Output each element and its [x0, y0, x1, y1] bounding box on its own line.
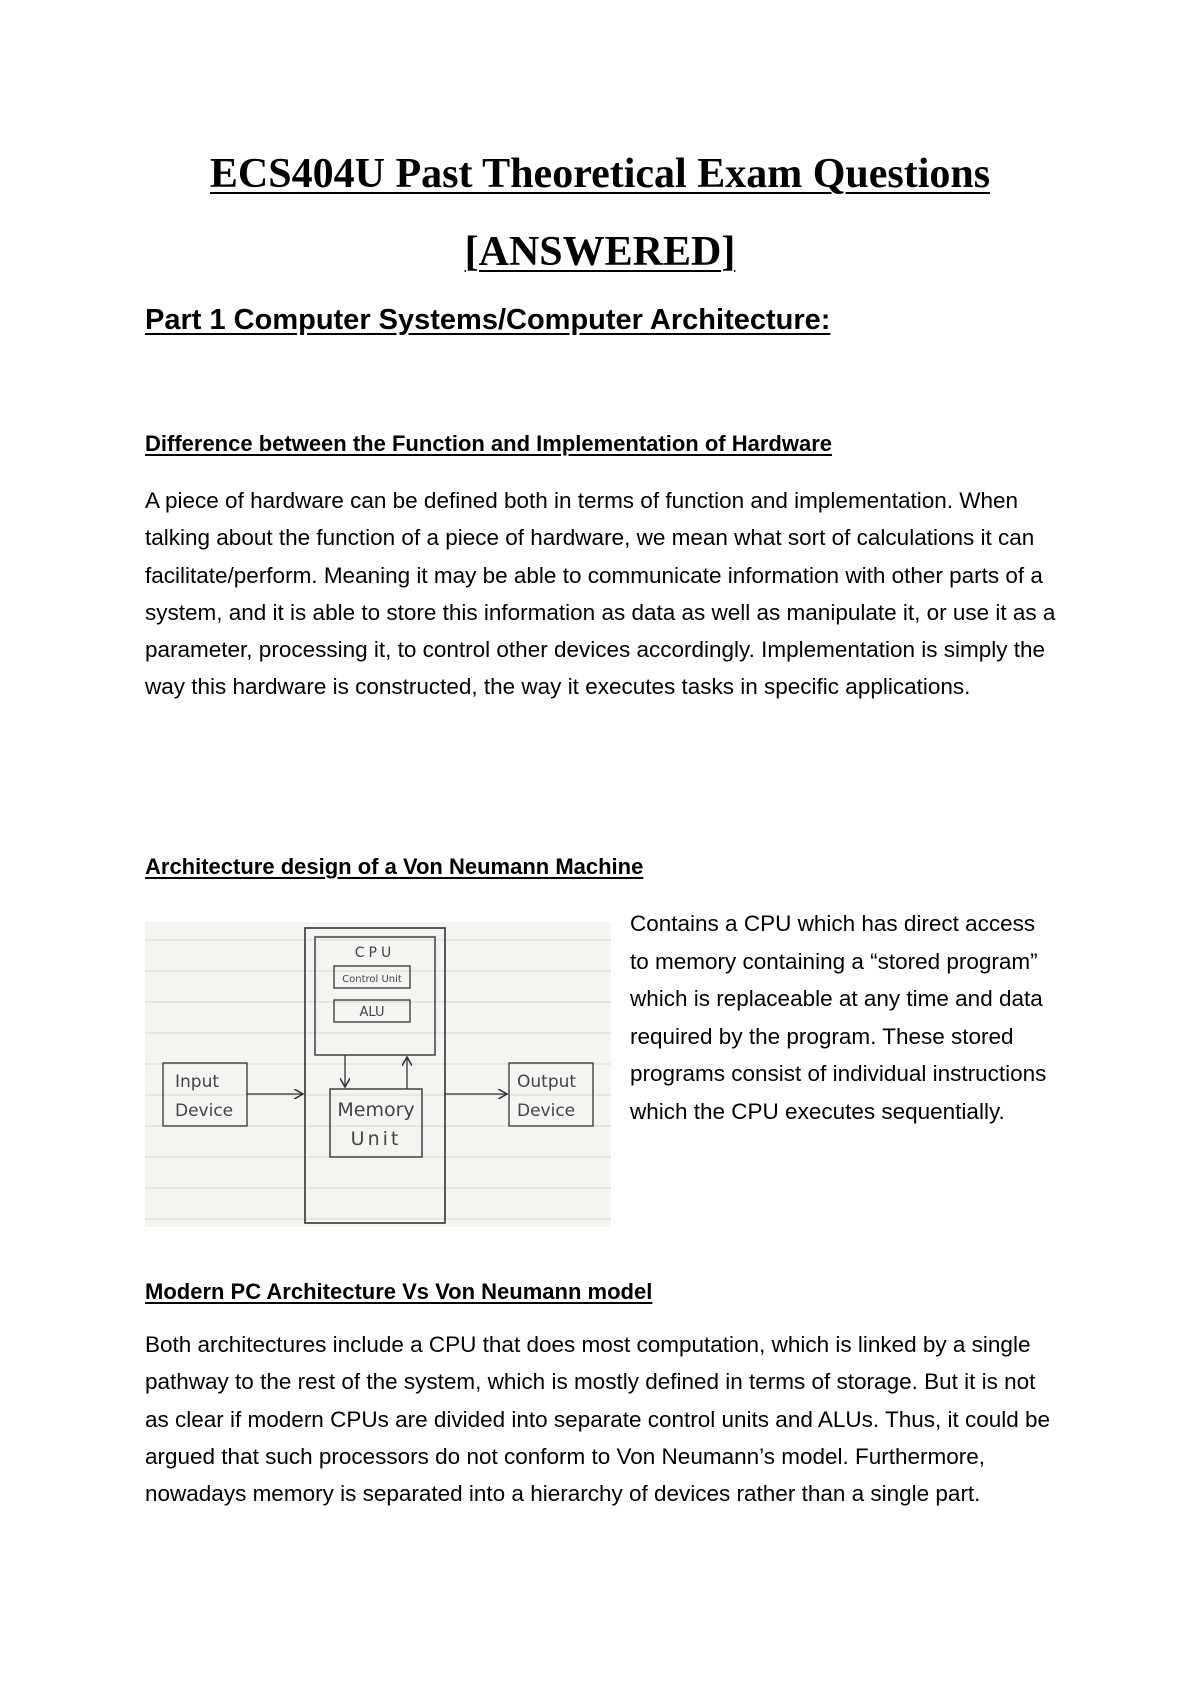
page-title-line-1: ECS404U Past Theoretical Exam Questions: [209, 151, 991, 197]
output-device-label-line2: Device: [517, 1101, 576, 1121]
section-body-modern-pc: Both architectures include a CPU that does most computation, which is linked by a single pathway to the rest of the system, which is mostly defined in terms of storage. But it is not as clear if modern CPUs are divided into separate control units and ALUs. Thus, it could be argued that such processors do not conform to Von Neumann’s model. Furthermore, nowadays memory is separated into a hierarchy of devices rather than a single part.: [145, 1332, 1051, 1507]
alu-label: ALU: [359, 1005, 385, 1020]
input-device-label-line1: Input: [175, 1072, 220, 1092]
output-device-label-line1: Output: [517, 1072, 577, 1092]
section-body-von-neumann: Contains a CPU which has direct access to memory containing a “stored program” which is replaceable at any time and data required by the program. These stored programs consist of individual instructions which the CPU executes sequentially.: [630, 911, 1047, 1124]
cpu-label: CPU: [354, 945, 396, 961]
section-heading-modern-pc: Modern PC Architecture Vs Von Neumann model: [145, 1279, 653, 1304]
section-heading-von-neumann: Architecture design of a Von Neumann Machine: [145, 854, 644, 879]
von-neumann-diagram: [145, 922, 611, 1227]
section-body-function-implementation: A piece of hardware can be defined both in terms of function and implementation. When talking about the function of a piece of hardware, we mean what sort of calculations it can facilitate/perform. Meaning it may be able to communicate information with other parts of a system, and it is able to store this information as data as well as manipulate it, or use it as a parameter, processing it, to control other devices accordingly. Implementation is simply the way this hardware is constructed, the way it executes tasks in specific applications.: [145, 488, 1056, 700]
memory-unit-label-line1: Memory: [337, 1099, 415, 1121]
part-heading: Part 1 Computer Systems/Computer Architecture:: [145, 304, 831, 336]
section-heading-function-implementation: Difference between the Function and Implementation of Hardware: [145, 431, 832, 456]
page-title-line-2: [ANSWERED]: [464, 229, 736, 275]
control-unit-label: Control Unit: [342, 974, 402, 985]
input-device-label-line2: Device: [175, 1101, 234, 1121]
memory-unit-label-line2: Unit: [350, 1128, 402, 1150]
